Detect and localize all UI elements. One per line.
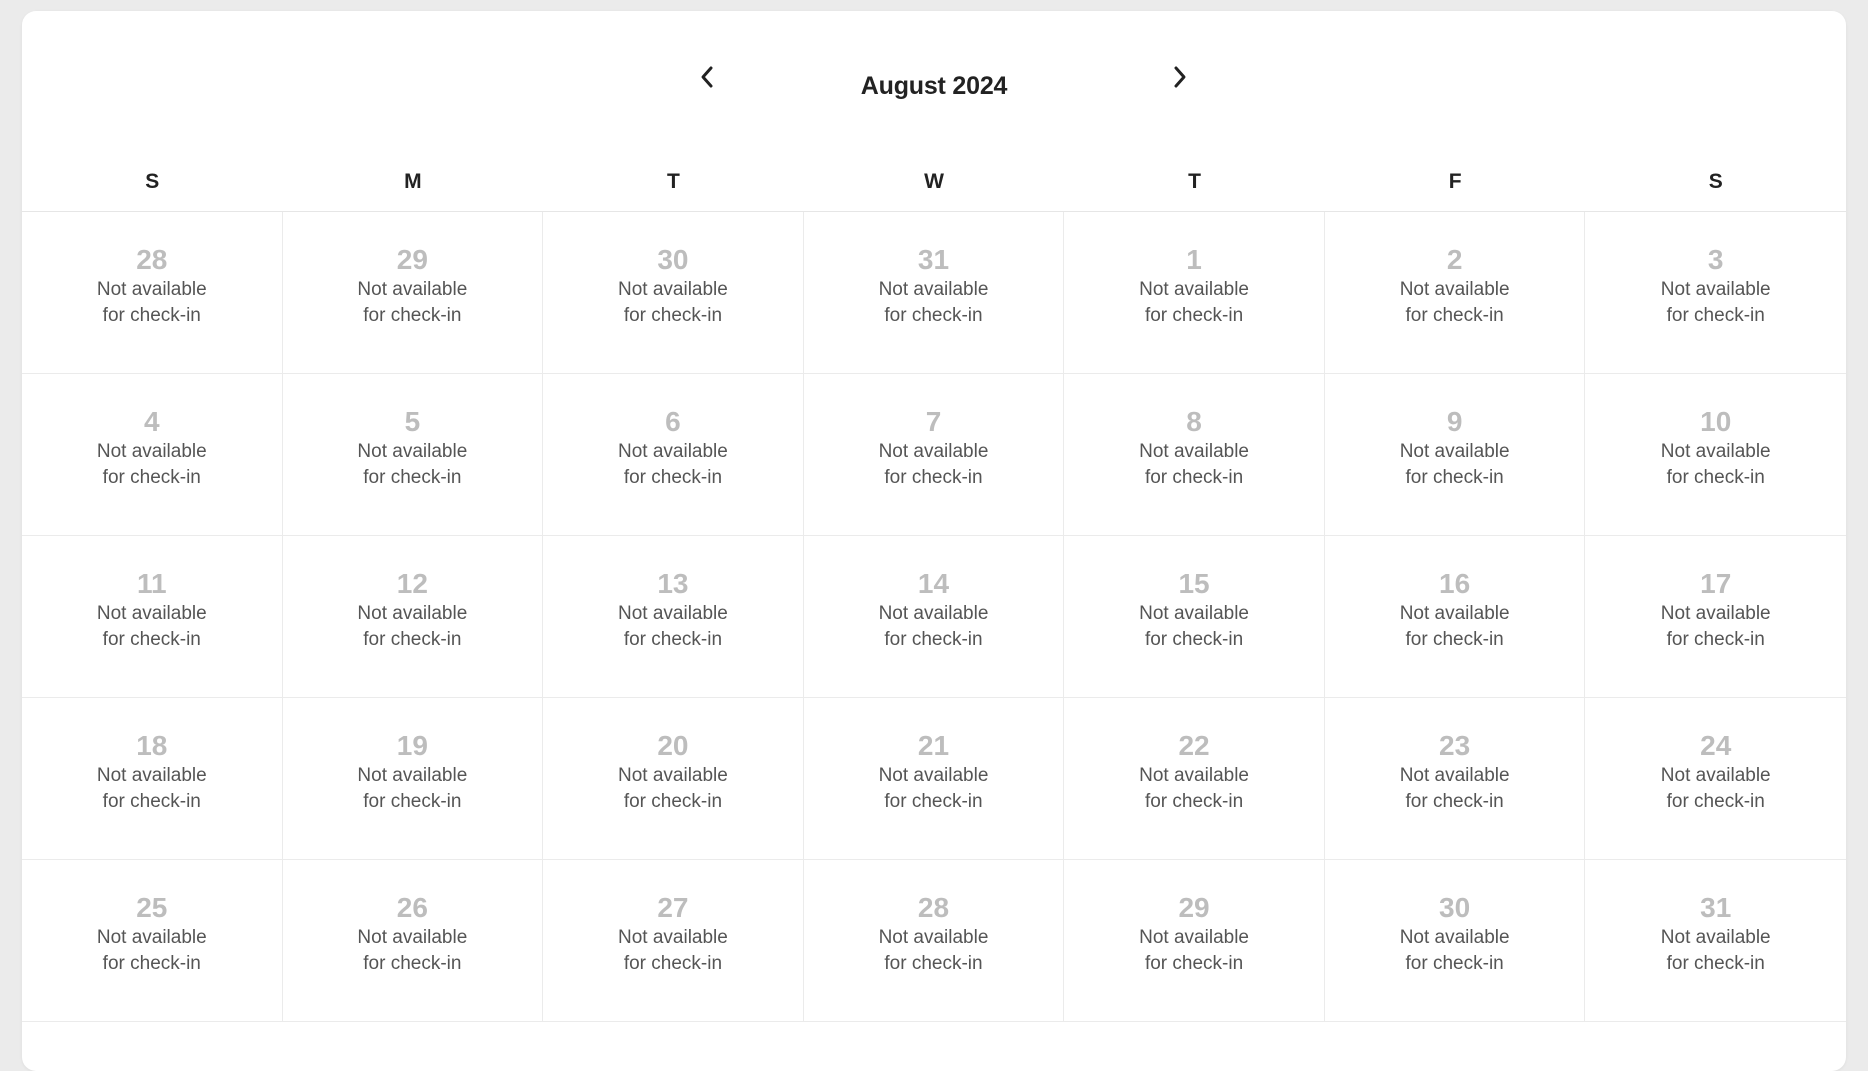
availability-line-1: Not available <box>1399 441 1510 462</box>
day-number: 31 <box>917 244 950 275</box>
calendar-day-cell[interactable] <box>1585 212 1846 374</box>
availability-line-1: Not available <box>1139 279 1249 300</box>
availability-status <box>22 277 282 329</box>
availability-line-1: Not available <box>1399 765 1510 786</box>
availability-status <box>1064 763 1324 815</box>
availability-line-2: for check-in <box>1666 953 1765 974</box>
availability-status <box>283 925 543 977</box>
availability-line-2: for check-in <box>1666 305 1765 326</box>
calendar-day-cell[interactable] <box>804 374 1065 536</box>
day-number: 1 <box>1186 244 1202 275</box>
day-number: 26 <box>396 892 428 923</box>
availability-line-1: Not available <box>878 765 989 786</box>
availability-status <box>1325 439 1585 491</box>
calendar-day-cell[interactable] <box>22 212 283 374</box>
availability-status <box>1585 763 1846 815</box>
availability-line-2: for check-in <box>102 629 201 650</box>
availability-line-1: Not available <box>357 441 468 462</box>
availability-line-1: Not available <box>878 279 989 300</box>
availability-line-2: for check-in <box>1144 305 1244 326</box>
availability-status <box>1325 601 1585 653</box>
availability-line-1: Not available <box>878 927 989 948</box>
day-number: 3 <box>1707 244 1724 275</box>
availability-line-1: Not available <box>1660 279 1771 300</box>
calendar-day-cell[interactable] <box>1585 860 1846 1022</box>
calendar-day-cell[interactable] <box>543 860 804 1022</box>
availability-line-2: for check-in <box>363 629 462 650</box>
calendar-day-cell[interactable] <box>22 698 283 860</box>
availability-line-1: Not available <box>96 927 207 948</box>
weekday-tuesday: T <box>667 170 680 193</box>
availability-line-1: Not available <box>618 927 728 948</box>
calendar-day-cell[interactable] <box>804 860 1065 1022</box>
availability-line-2: for check-in <box>884 791 983 812</box>
day-number: 5 <box>404 406 421 437</box>
availability-line-1: Not available <box>1139 603 1249 624</box>
availability-line-1: Not available <box>1660 927 1771 948</box>
availability-line-2: for check-in <box>1666 467 1765 488</box>
calendar-day-cell[interactable] <box>804 698 1065 860</box>
chevron-right-icon <box>1169 64 1189 90</box>
calendar-day-cell[interactable] <box>1585 374 1846 536</box>
availability-status <box>283 277 543 329</box>
calendar-day-cell[interactable] <box>1325 212 1586 374</box>
calendar-day-cell[interactable] <box>1585 536 1846 698</box>
day-number: 6 <box>665 406 681 437</box>
day-number: 19 <box>396 730 428 761</box>
weekday-saturday: S <box>1708 170 1723 193</box>
availability-line-1: Not available <box>618 279 728 300</box>
calendar-day-cell[interactable] <box>543 374 804 536</box>
availability-line-2: for check-in <box>1666 791 1765 812</box>
calendar-day-cell[interactable] <box>1325 698 1586 860</box>
availability-status <box>1325 763 1585 815</box>
calendar-day-cell[interactable] <box>1064 698 1325 860</box>
day-number: 16 <box>1439 568 1471 599</box>
calendar-day-grid <box>22 211 1846 1022</box>
day-number: 23 <box>1439 730 1471 761</box>
availability-line-2: for check-in <box>884 305 983 326</box>
availability-line-1: Not available <box>357 765 468 786</box>
availability-line-1: Not available <box>96 279 207 300</box>
calendar-day-cell[interactable] <box>22 860 283 1022</box>
day-number: 12 <box>396 568 428 599</box>
weekday-friday: F <box>1448 170 1462 193</box>
availability-line-1: Not available <box>618 441 728 462</box>
availability-line-2: for check-in <box>363 791 462 812</box>
availability-line-1: Not available <box>1399 279 1510 300</box>
calendar-header <box>22 11 1846 131</box>
availability-line-1: Not available <box>96 765 207 786</box>
calendar-day-cell[interactable] <box>283 698 544 860</box>
availability-line-1: Not available <box>878 441 989 462</box>
calendar-day-cell[interactable] <box>1325 860 1586 1022</box>
availability-line-2: for check-in <box>1405 791 1504 812</box>
calendar-day-cell[interactable] <box>1325 536 1586 698</box>
calendar-day-cell[interactable] <box>1064 374 1325 536</box>
availability-line-1: Not available <box>618 603 728 624</box>
availability-line-2: for check-in <box>1666 629 1765 650</box>
calendar-day-cell[interactable] <box>543 212 804 374</box>
availability-status <box>1585 601 1846 653</box>
availability-status <box>283 439 543 491</box>
availability-status <box>1064 439 1324 491</box>
availability-status <box>804 763 1064 815</box>
availability-line-1: Not available <box>1660 765 1771 786</box>
availability-line-1: Not available <box>878 603 989 624</box>
month-title: August 2024 <box>860 72 1008 100</box>
availability-line-1: Not available <box>96 441 207 462</box>
day-number: 7 <box>925 406 942 437</box>
availability-line-2: for check-in <box>884 467 983 488</box>
availability-line-1: Not available <box>96 603 207 624</box>
availability-status <box>543 763 803 815</box>
availability-status <box>22 601 282 653</box>
availability-line-1: Not available <box>1660 603 1771 624</box>
availability-status <box>543 601 803 653</box>
availability-line-2: for check-in <box>884 629 983 650</box>
availability-line-2: for check-in <box>884 953 983 974</box>
calendar-day-cell[interactable] <box>804 536 1065 698</box>
availability-line-2: for check-in <box>623 629 723 650</box>
availability-status <box>1585 277 1846 329</box>
availability-line-2: for check-in <box>623 953 723 974</box>
calendar-day-cell[interactable] <box>1585 698 1846 860</box>
availability-status <box>804 277 1064 329</box>
day-number: 18 <box>136 730 168 761</box>
availability-status <box>804 439 1064 491</box>
day-number: 28 <box>136 244 168 275</box>
availability-status <box>804 925 1064 977</box>
day-number: 24 <box>1700 730 1732 761</box>
calendar-day-cell[interactable] <box>543 536 804 698</box>
day-number: 2 <box>1446 244 1463 275</box>
availability-line-1: Not available <box>357 927 468 948</box>
availability-line-2: for check-in <box>623 791 723 812</box>
availability-line-2: for check-in <box>1144 791 1244 812</box>
day-number: 30 <box>657 244 689 275</box>
availability-status <box>1585 925 1846 977</box>
calendar-day-cell[interactable] <box>1064 536 1325 698</box>
day-number: 4 <box>143 406 160 437</box>
availability-status <box>543 277 803 329</box>
availability-line-1: Not available <box>1139 441 1249 462</box>
day-number: 14 <box>917 568 950 599</box>
next-month-button[interactable] <box>1159 57 1199 97</box>
availability-status <box>1064 601 1324 653</box>
calendar-day-cell[interactable] <box>283 536 544 698</box>
availability-status <box>1585 439 1846 491</box>
weekday-thursday: T <box>1188 170 1201 193</box>
availability-status <box>543 439 803 491</box>
availability-line-1: Not available <box>1660 441 1771 462</box>
day-number: 15 <box>1178 568 1210 599</box>
availability-status <box>543 925 803 977</box>
day-number: 17 <box>1700 568 1732 599</box>
availability-line-2: for check-in <box>102 953 201 974</box>
day-number: 11 <box>136 568 167 599</box>
availability-line-1: Not available <box>357 603 468 624</box>
day-number: 29 <box>396 244 428 275</box>
availability-line-2: for check-in <box>1405 305 1504 326</box>
day-number: 10 <box>1700 406 1732 437</box>
day-number: 25 <box>136 892 168 923</box>
availability-line-2: for check-in <box>363 467 462 488</box>
availability-line-1: Not available <box>1399 603 1510 624</box>
availability-line-2: for check-in <box>1405 953 1504 974</box>
calendar-day-cell[interactable] <box>1325 374 1586 536</box>
availability-status <box>1064 277 1324 329</box>
availability-line-2: for check-in <box>102 791 201 812</box>
availability-line-2: for check-in <box>1144 953 1244 974</box>
day-number: 21 <box>917 730 950 761</box>
calendar-day-cell[interactable] <box>22 374 283 536</box>
availability-line-1: Not available <box>618 765 728 786</box>
availability-line-1: Not available <box>1139 765 1249 786</box>
availability-line-1: Not available <box>1139 927 1249 948</box>
availability-status <box>283 601 543 653</box>
calendar-day-cell[interactable] <box>283 212 544 374</box>
availability-line-2: for check-in <box>623 467 723 488</box>
availability-line-2: for check-in <box>102 467 201 488</box>
availability-line-1: Not available <box>357 279 468 300</box>
calendar-day-cell[interactable] <box>1064 212 1325 374</box>
weekday-header-row <box>22 157 1846 211</box>
calendar-day-cell[interactable] <box>283 374 544 536</box>
calendar-card <box>22 11 1846 1071</box>
day-number: 27 <box>657 892 689 923</box>
availability-status <box>22 439 282 491</box>
availability-line-2: for check-in <box>102 305 201 326</box>
availability-status <box>22 925 282 977</box>
availability-line-2: for check-in <box>1144 467 1244 488</box>
availability-status <box>804 601 1064 653</box>
weekday-wednesday: W <box>924 170 944 193</box>
calendar-day-cell[interactable] <box>22 536 283 698</box>
day-number: 20 <box>657 730 689 761</box>
day-number: 30 <box>1439 892 1471 923</box>
availability-line-2: for check-in <box>623 305 723 326</box>
availability-line-2: for check-in <box>363 953 462 974</box>
availability-line-2: for check-in <box>1405 629 1504 650</box>
availability-line-1: Not available <box>1399 927 1510 948</box>
day-number: 28 <box>917 892 950 923</box>
weekday-sunday: S <box>145 170 160 193</box>
calendar-day-cell[interactable] <box>543 698 804 860</box>
day-number: 13 <box>657 568 689 599</box>
day-number: 8 <box>1186 406 1202 437</box>
calendar-day-cell[interactable] <box>1064 860 1325 1022</box>
calendar-day-cell[interactable] <box>283 860 544 1022</box>
availability-status <box>22 763 282 815</box>
availability-status <box>283 763 543 815</box>
availability-status <box>1325 277 1585 329</box>
day-number: 29 <box>1178 892 1210 923</box>
availability-status <box>1064 925 1324 977</box>
availability-status <box>1325 925 1585 977</box>
calendar-day-cell[interactable] <box>804 212 1065 374</box>
day-number: 31 <box>1700 892 1732 923</box>
availability-line-2: for check-in <box>363 305 462 326</box>
day-number: 22 <box>1178 730 1210 761</box>
day-number: 9 <box>1446 406 1463 437</box>
weekday-monday: M <box>404 170 422 193</box>
availability-line-2: for check-in <box>1144 629 1244 650</box>
availability-line-2: for check-in <box>1405 467 1504 488</box>
